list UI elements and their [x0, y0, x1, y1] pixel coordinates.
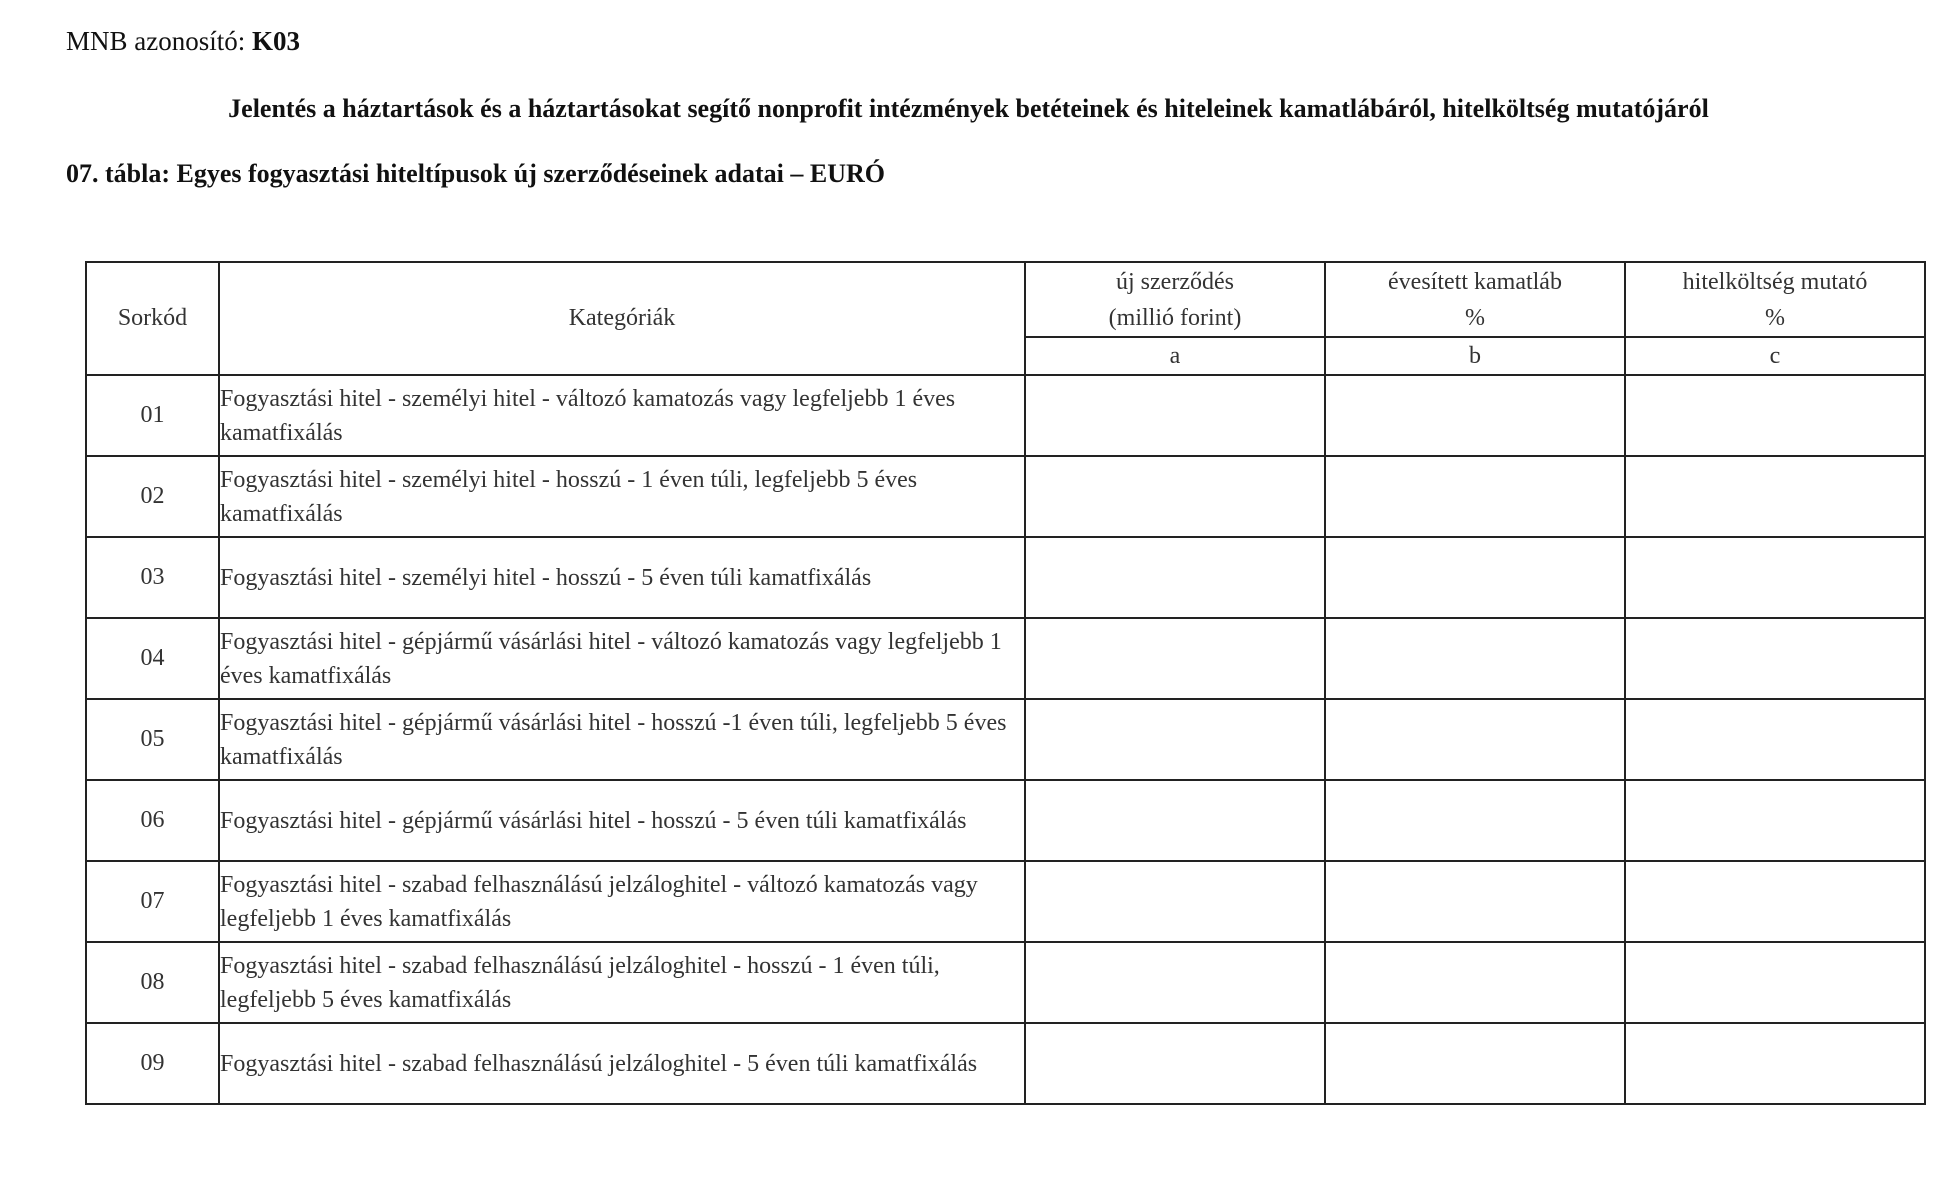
- cell-credit-cost-index[interactable]: [1625, 375, 1925, 456]
- column-header-a: [1025, 262, 1325, 337]
- row-category: Fogyasztási hitel - személyi hitel - hosszú - 1 éven túli, legfeljebb 5 éves kamatfixálás: [219, 456, 1025, 537]
- column-header-c: [1625, 262, 1925, 337]
- cell-interest-rate[interactable]: [1325, 375, 1625, 456]
- cell-credit-cost-index[interactable]: [1625, 456, 1925, 537]
- cell-new-contract[interactable]: [1025, 780, 1325, 861]
- data-table: [85, 261, 1926, 1105]
- cell-new-contract[interactable]: [1025, 942, 1325, 1023]
- column-header-a-line1: új szerződés: [1116, 268, 1234, 295]
- mnb-identifier-label: MNB azonosító:: [66, 26, 246, 56]
- row-category: Fogyasztási hitel - szabad felhasználású jelzáloghitel - 5 éven túli kamatfixálás: [219, 1023, 1025, 1104]
- cell-credit-cost-index[interactable]: [1625, 699, 1925, 780]
- row-code: 06: [86, 780, 219, 861]
- row-category: Fogyasztási hitel - személyi hitel - hosszú - 5 éven túli kamatfixálás: [219, 537, 1025, 618]
- column-header-b-line2: %: [1465, 304, 1485, 331]
- table-row: [86, 537, 1925, 618]
- column-header-category: Kategóriák: [219, 262, 1025, 375]
- mnb-identifier-code: K03: [252, 26, 301, 56]
- table-row: [86, 375, 1925, 456]
- column-letter-b: b: [1325, 337, 1625, 375]
- table-title: 07. tábla: Egyes fogyasztási hiteltípusok új szerződéseinek adatai – EURÓ: [66, 159, 885, 188]
- table-row: [86, 456, 1925, 537]
- mnb-identifier: [66, 26, 300, 57]
- table-row: [86, 618, 1925, 699]
- row-code: 03: [86, 537, 219, 618]
- cell-credit-cost-index[interactable]: [1625, 1023, 1925, 1104]
- row-code: 01: [86, 375, 219, 456]
- cell-new-contract[interactable]: [1025, 537, 1325, 618]
- row-category: Fogyasztási hitel - gépjármű vásárlási hitel - hosszú - 5 éven túli kamatfixálás: [219, 780, 1025, 861]
- report-title: Jelentés a háztartások és a háztartásokat segítő nonprofit intézmények betéteinek és hiteleinek kamatlábáról, hitelköltség mutatójáról: [228, 94, 1709, 123]
- cell-interest-rate[interactable]: [1325, 780, 1625, 861]
- row-code: 09: [86, 1023, 219, 1104]
- cell-credit-cost-index[interactable]: [1625, 942, 1925, 1023]
- column-header-code: Sorkód: [86, 262, 219, 375]
- cell-interest-rate[interactable]: [1325, 942, 1625, 1023]
- row-code: 02: [86, 456, 219, 537]
- cell-interest-rate[interactable]: [1325, 861, 1625, 942]
- cell-credit-cost-index[interactable]: [1625, 861, 1925, 942]
- cell-interest-rate[interactable]: [1325, 618, 1625, 699]
- cell-interest-rate[interactable]: [1325, 537, 1625, 618]
- cell-interest-rate[interactable]: [1325, 456, 1625, 537]
- cell-credit-cost-index[interactable]: [1625, 780, 1925, 861]
- row-category: Fogyasztási hitel - szabad felhasználású jelzáloghitel - hosszú - 1 éven túli, legfeljebb 5 éves kamatfixálás: [219, 942, 1025, 1023]
- column-letter-c: c: [1625, 337, 1925, 375]
- header-row: [86, 262, 1925, 337]
- row-category: Fogyasztási hitel - személyi hitel - változó kamatozás vagy legfeljebb 1 éves kamatfixálás: [219, 375, 1025, 456]
- row-code: 07: [86, 861, 219, 942]
- row-code: 08: [86, 942, 219, 1023]
- table-row: [86, 699, 1925, 780]
- cell-credit-cost-index[interactable]: [1625, 618, 1925, 699]
- cell-interest-rate[interactable]: [1325, 699, 1625, 780]
- cell-interest-rate[interactable]: [1325, 1023, 1625, 1104]
- column-header-a-line2: (millió forint): [1108, 304, 1242, 331]
- column-header-b: [1325, 262, 1625, 337]
- cell-new-contract[interactable]: [1025, 618, 1325, 699]
- cell-new-contract[interactable]: [1025, 1023, 1325, 1104]
- row-code: 04: [86, 618, 219, 699]
- table-row: [86, 942, 1925, 1023]
- row-category: Fogyasztási hitel - gépjármű vásárlási hitel - hosszú -1 éven túli, legfeljebb 5 éves kamatfixálás: [219, 699, 1025, 780]
- table-row: [86, 861, 1925, 942]
- table-row: [86, 780, 1925, 861]
- cell-new-contract[interactable]: [1025, 861, 1325, 942]
- cell-new-contract[interactable]: [1025, 699, 1325, 780]
- cell-new-contract[interactable]: [1025, 375, 1325, 456]
- row-category: Fogyasztási hitel - gépjármű vásárlási hitel - változó kamatozás vagy legfeljebb 1 éves kamatfixálás: [219, 618, 1025, 699]
- table-row: [86, 1023, 1925, 1104]
- cell-new-contract[interactable]: [1025, 456, 1325, 537]
- row-category: Fogyasztási hitel - szabad felhasználású jelzáloghitel - változó kamatozás vagy legfeljebb 1 éves kamatfixálás: [219, 861, 1025, 942]
- column-letter-a: a: [1025, 337, 1325, 375]
- column-header-c-line2: %: [1765, 304, 1785, 331]
- column-header-b-line1: évesített kamatláb: [1388, 268, 1562, 295]
- row-code: 05: [86, 699, 219, 780]
- cell-credit-cost-index[interactable]: [1625, 537, 1925, 618]
- column-header-c-line1: hitelköltség mutató: [1682, 268, 1868, 295]
